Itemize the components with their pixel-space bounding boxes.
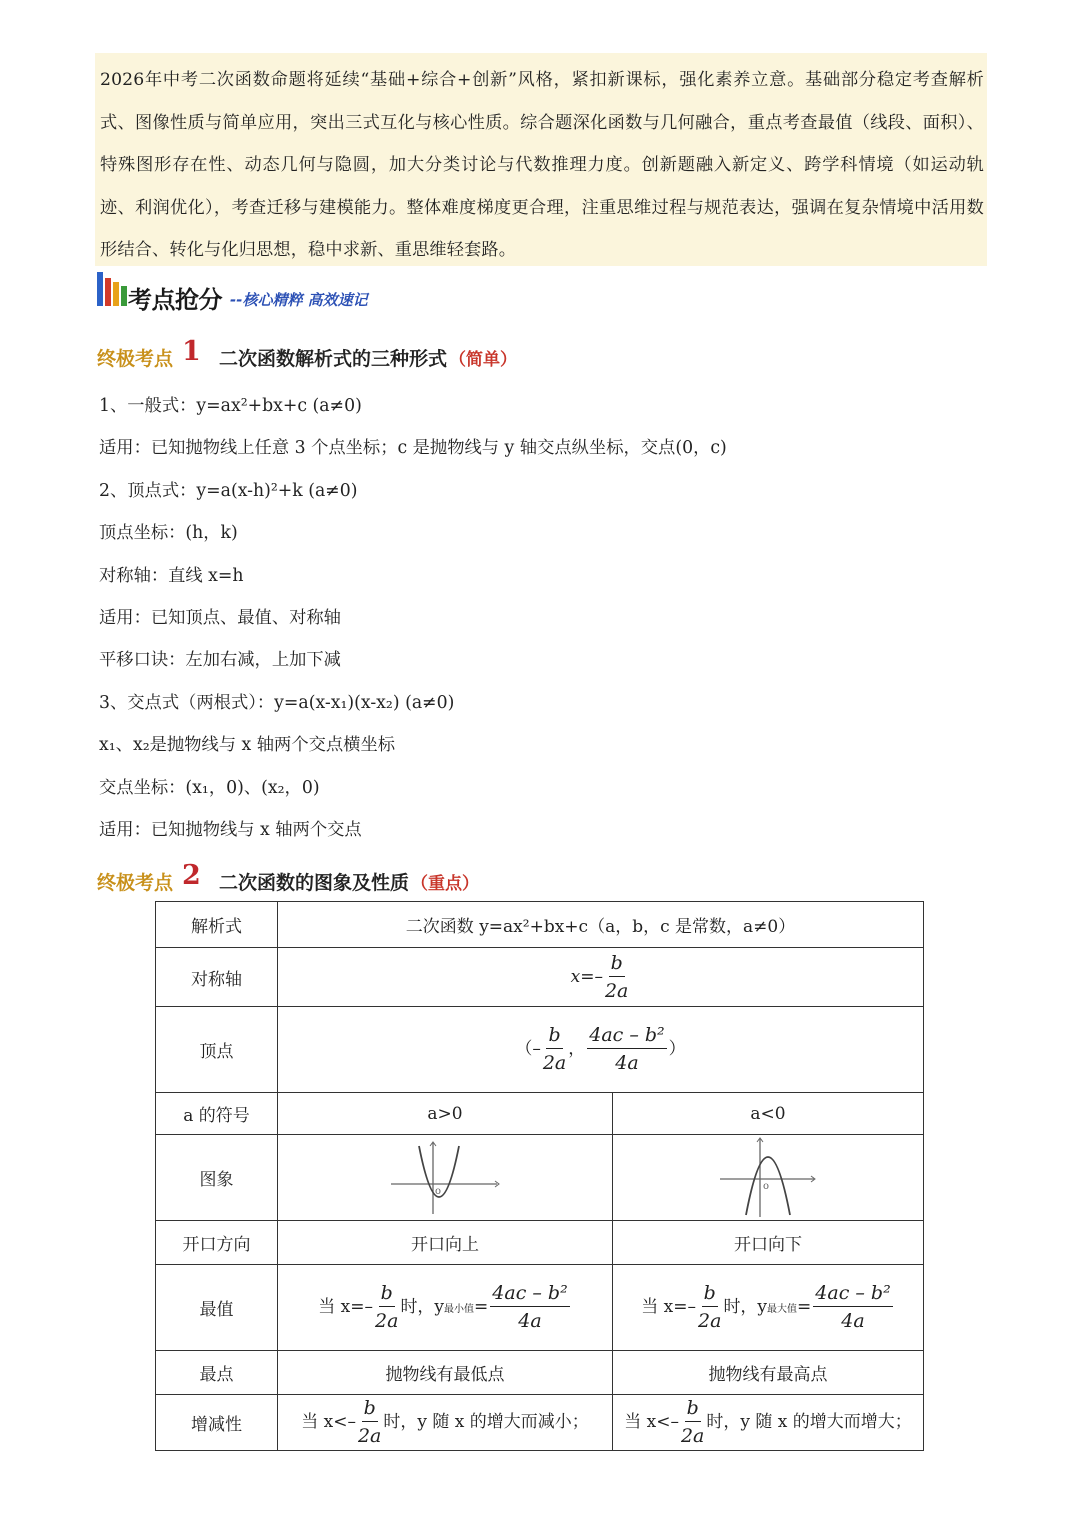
svg-text:o: o [763,1180,770,1192]
s1-line-vertex-usage: 适用：已知顶点、最值、对称轴 [99,608,341,628]
row-label-graph: 图象 [156,1135,278,1221]
s1-line-translation: 平移口诀：左加右减，上加下减 [99,650,341,670]
row-label-axis: 对称轴 [156,948,278,1007]
graph-pos-cell [278,1135,613,1221]
svg-text:o: o [435,1185,442,1197]
properties-table [155,901,924,1451]
sign-pos-cell: a>0 [278,1093,613,1135]
extreme-max-cell: 当 x=– $\frac{b}{2a}$ 时，y最大值= $\frac{\text{4ac – b²}}{4a}$ [613,1265,924,1351]
upward-parabola-graph [389,1140,501,1216]
table-row-point [156,1351,924,1395]
s1-line-general-usage: 适用：已知抛物线上任意 3 个点坐标；c 是抛物线与 y 轴交点纵坐标，交点(0，c) [99,438,727,458]
table-row-axis [156,948,924,1007]
s1-line-vertex-form: 2、顶点式：y=a(x-h)²+k (a≠0) [99,481,358,501]
row-label-vertex: 顶点 [156,1007,278,1093]
banner-title: 考点抢分 [128,286,222,314]
row-label-sign: a 的符号 [156,1093,278,1135]
fraction-b-2a: $\frac{b}{2a}$ [604,951,629,1002]
table-row-formula [156,902,924,948]
s1-line-vertex-coord: 顶点坐标：(h，k) [99,523,238,543]
row-label-monotone: 增减性 [156,1395,278,1451]
fraction-b-2a: $\frac{b}{2a}$ [680,1397,705,1447]
axis-cell: x=– $\frac{b}{2a}$ [278,948,924,1007]
section-banner [96,266,516,316]
graph-neg-cell [613,1135,924,1221]
fraction-4ac-4a: $\frac{\text{4ac – b²}}{4a}$ [815,1282,891,1332]
section1-title: 二次函数解析式的三种形式 （简单） [219,348,518,370]
table-row-opening [156,1221,924,1265]
section2-number: 2 [182,860,201,891]
fraction-b-2a: $\frac{b}{2a}$ [375,1282,399,1332]
section2-level: （重点） [411,874,480,894]
section1-number: 1 [182,336,201,367]
row-label-formula: 解析式 [156,902,278,948]
monotone-neg-cell: 当 x<– $\frac{b}{2a}$ 时，y 随 x 的增大而增大； [613,1395,924,1451]
s1-line-intercept-form: 3、交点式（两根式）：y=a(x-x₁)(x-x₂) (a≠0) [99,693,455,713]
row-label-extreme: 最值 [156,1265,278,1351]
s1-line-general-form: 1、一般式：y=ax²+bx+c (a≠0) [99,396,362,416]
monotone-pos-cell: 当 x<– $\frac{b}{2a}$ 时，y 随 x 的增大而减小； [278,1395,613,1451]
s1-line-roots: x₁、x₂是抛物线与 x 轴两个交点横坐标 [99,735,396,755]
opening-down-cell: 开口向下 [613,1221,924,1265]
section1-level: （简单） [449,350,518,370]
sign-neg-cell: a<0 [613,1093,924,1135]
extreme-min-cell: 当 x=– $\frac{b}{2a}$ 时，y最小值= $\frac{\text{4ac – b²}}{4a}$ [278,1265,613,1351]
fraction-4ac-4a: $\frac{\text{4ac – b²}}{4a}$ [492,1282,568,1332]
s1-line-axis: 对称轴：直线 x=h [99,566,244,586]
s1-line-intercept-usage: 适用：已知抛物线与 x 轴两个交点 [99,820,362,840]
books-icon [96,268,130,308]
fraction-b-2a: $\frac{b}{2a}$ [357,1397,382,1447]
fraction-4ac-4a: $\frac{\text{4ac – b²}}{4a}$ [589,1024,665,1074]
section2-prefix: 终极考点 [97,872,174,894]
lowest-point-cell: 抛物线有最低点 [278,1351,613,1395]
table-row-graph [156,1135,924,1221]
table-row-vertex [156,1007,924,1093]
formula-cell: 二次函数 y=ax²+bx+c（a，b，c 是常数，a≠0） [278,902,924,948]
vertex-cell: （– $\frac{b}{2a}$ ， $\frac{\text{4ac – b²}}{4a}$ ） [278,1007,924,1093]
table-row-sign [156,1093,924,1135]
opening-up-cell: 开口向上 [278,1221,613,1265]
section1-prefix: 终极考点 [97,348,174,370]
highest-point-cell: 抛物线有最高点 [613,1351,924,1395]
row-label-point: 最点 [156,1351,278,1395]
fraction-b-2a: $\frac{b}{2a}$ [542,1024,567,1074]
s1-line-intercept-coord: 交点坐标：(x₁，0)、(x₂，0) [99,778,320,798]
intro-paragraph: 2026年中考二次函数命题将延续“基础+综合+创新”风格，紧扣新课标，强化素养立意。基础部分稳定考查解析式、图像性质与简单应用，突出三式互化与核心性质。综合题深化函数与几何融合，重点考查最值（线段、面积）、特殊图形存在性、动态几何与隐圆，加大分类讨论与代数推理力度。创新题融入新定义、跨学科情境（如运动轨迹、利润优化），考查迁移与建模能力。整体难度梯度更合理，注重思维过程与规范表达，强调在复杂情境中活用数形结合、转化与化归思想，稳中求新、重思维轻套路。 [95,53,987,266]
table-row-monotone [156,1395,924,1451]
table-row-extreme [156,1265,924,1351]
banner-subtitle: --核心精粹 高效速记 [230,291,368,309]
downward-parabola-graph [718,1137,818,1219]
fraction-b-2a: $\frac{b}{2a}$ [698,1282,722,1332]
row-label-opening: 开口方向 [156,1221,278,1265]
section2-title: 二次函数的图象及性质 （重点） [219,872,480,894]
